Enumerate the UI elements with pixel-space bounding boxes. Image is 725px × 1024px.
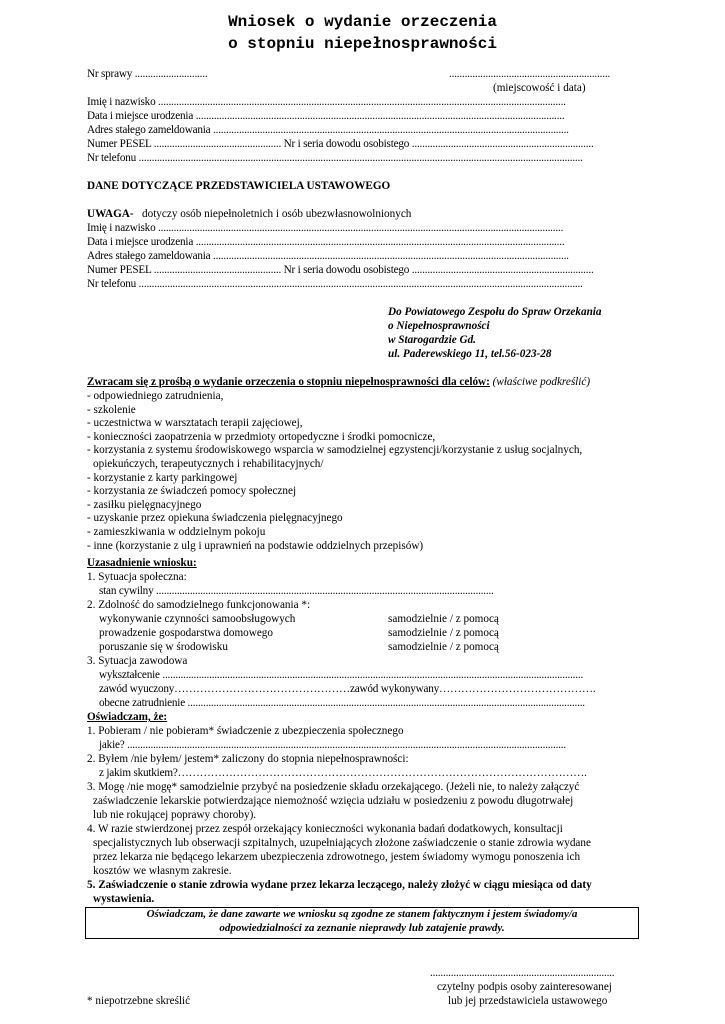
representative-pesel-field[interactable]: Numer PESEL ................................................. Nr i seria dowodu osobistego ...................................................................... [87,264,594,276]
statement-line: odpowiedzialności za zeznanie nieprawdy lub zatajenie prawdy. [219,921,505,934]
page-subtitle: o stopniu niepełnosprawności [228,35,497,53]
declaration-1: 1. Pobieram / nie pobieram* świadczenie z ubezpieczenia społecznego [87,725,404,737]
list-item[interactable]: - zamieszkiwania w oddzielnym pokoju [87,525,266,538]
applicant-pesel-field[interactable]: Numer PESEL ................................................. Nr i seria dowodu osobistego ...................................................................... [87,138,594,150]
declaration-2-field[interactable]: z jakim skutkiem?…………………………………………………………………………………………………. [99,767,587,779]
declaration-5: 5. Zaświadczenie o stanie zdrowia wydane przez lekarza leczącego, należy złożyć w ciągu miesiąca od daty [87,879,592,891]
work-situation-label: 3. Sytuacja zawodowa [87,655,188,667]
applicant-name-field[interactable]: Imię i nazwisko ............................................................................................................................................................. [87,96,566,108]
page-title: Wniosek o wydanie orzeczenia [228,13,497,31]
footnote: * niepotrzebne skreślić [87,995,191,1007]
declaration-4: 4. W razie stwierdzonej przez zespół orzekający konieczności wykonania badań dodatkowych, konsultacji [87,823,563,835]
list-item[interactable]: - konieczności zaopatrzenia w przedmioty ortopedyczne i środki pomocnicze, [87,430,436,443]
declaration-2: 2. Byłem /nie byłem/ jestem* zaliczony do stopnia niepełnosprawności: [87,753,409,765]
uwaga-label: UWAGA- [87,208,134,220]
declaration-3: zaświadczenie lekarskie potwierdzające niemożność wzięcia udziału w posiedzeniu z powodu długotrwałej [93,795,574,807]
representative-address-field[interactable]: Adres stałego zameldowania ......................................................................................................................................... [87,250,569,262]
addressee-line: o Niepełnosprawności [388,320,490,332]
list-item[interactable]: - korzystania ze świadczeń pomocy społecznej [87,485,297,498]
list-item[interactable]: - inne (korzystanie z ulg i uprawnień na podstawie oddzielnych przepisów) [87,539,424,552]
addressee-line: ul. Paderewskiego 11, tel.56-023-28 [388,348,552,360]
representative-birth-field[interactable]: Data i miejsce urodzenia .............................................................................................................................................. [87,236,565,248]
request-list [87,390,647,553]
request-heading: Zwracam się z prośbą o wydanie orzeczenia o stopniu niepełnosprawności dla celów: [87,376,490,388]
list-item[interactable]: - korzystanie z karty parkingowej [87,471,238,484]
declaration-3: lub nie rokującej poprawy choroby). [93,809,257,821]
addressee-line: w Starogardzie Gd. [388,334,476,346]
representative-note [87,208,411,222]
representative-phone-field[interactable]: Nr telefonu ........................................................................................................................................................................... [87,278,583,290]
independence-label: 2. Zdolność do samodzielnego funkcjonowania *: [87,599,311,611]
signature-field[interactable]: ....................................................................... [430,967,615,979]
addressee-line: Do Powiatowego Zespołu do Spraw Orzekania [388,306,602,318]
statement-box [85,907,639,939]
statement-line: Oświadczam, że dane zawarte we wniosku są zgodne ze stanem faktycznym i jestem świadomy/a [146,908,578,920]
independence-row-label: poruszanie się w środowisku [99,641,228,653]
declaration-4: kosztów we własnym zakresie. [93,865,232,877]
representative-heading: DANE DOTYCZĄCE PRZEDSTAWICIELA USTAWOWEGO [87,180,391,192]
list-item[interactable]: - korzystania z systemu środowiskowego wsparcia w samodzielnej egzystencji/korzystanie z usług socjalnych, [87,444,583,457]
social-situation-label: 1. Sytuacja społeczna: [87,571,187,583]
list-item[interactable]: - zasiłku pielęgnacyjnego [87,498,202,511]
declaration-4: przez lekarza nie będącego lekarzem ubezpieczenia zdrowotnego, jestem świadomy wymogu ponoszenia ich [93,851,581,863]
declaration-3: 3. Mogę /nie mogę* samodzielnie przybyć na posiedzenie składu orzekającego. (Jeżeli nie, to należy załączyć [87,781,580,793]
employment-field[interactable]: obecne zatrudnienie ......................................................................................................................................................... [99,697,585,709]
uwaga-text: dotyczy osób niepełnoletnich i osób ubezwłasnowolnionych [142,208,412,220]
place-date-label: (miejscowość i data) [493,82,586,94]
list-item[interactable]: - uczestnictwa w warsztatach terapii zajęciowej, [87,417,303,430]
request-heading-note: (właściwe podkreślić) [492,376,591,388]
declarations-heading: Oświadczam, że: [87,711,168,723]
case-number-field[interactable]: Nr sprawy ............................ [87,68,208,80]
declaration-1-field[interactable]: jakie? ......................................................................................................................................................................... [99,739,566,751]
applicant-address-field[interactable]: Adres stałego zameldowania ......................................................................................................................................... [87,124,569,136]
justification-heading: Uzasadnienie wniosku: [87,557,197,569]
applicant-phone-field[interactable]: Nr telefonu ........................................................................................................................................................................... [87,152,583,164]
list-item[interactable]: - szkolenie [87,403,136,416]
signature-label: lub jej przedstawiciela ustawowego [448,995,608,1007]
profession-field[interactable]: zawód wyuczony…………………………………………zawód wykonywany……………………………………. [99,683,596,695]
marital-status-field[interactable]: stan cywilny .................................................................................................................................. [99,585,494,597]
list-item[interactable]: - uzyskanie przez opiekuna świadczenia pielęgnacyjnego [87,512,343,525]
independence-row-option[interactable]: samodzielnie / z pomocą [388,627,499,639]
independence-row-label: wykonywanie czynności samoobsługowych [99,613,296,625]
declaration-5: wystawienia. [93,893,155,905]
request-heading-row [87,376,590,390]
place-date-field[interactable]: .............................................................. [449,68,611,80]
list-item[interactable]: - odpowiedniego zatrudnienia, [87,390,224,402]
independence-row-option[interactable]: samodzielnie / z pomocą [388,613,499,625]
independence-row-label: prowadzenie gospodarstwa domowego [99,627,273,639]
list-item[interactable]: opiekuńczych, terapeutycznych i rehabilitacyjnych/ [93,457,324,470]
declaration-4: specjalistycznych lub obserwacji szpitalnych, uzupełniających złożone zaświadczenie o stanie zdrowia wydane [93,837,591,849]
signature-label: czytelny podpis osoby zainteresowanej [437,981,612,993]
representative-name-field[interactable]: Imię i nazwisko ............................................................................................................................................................ [87,222,564,234]
applicant-birth-field[interactable]: Data i miejsce urodzenia .............................................................................................................................................. [87,110,565,122]
independence-row-option[interactable]: samodzielnie / z pomocą [388,641,499,653]
education-field[interactable]: wykształcenie .................................................................................................................................................................. [99,669,584,681]
